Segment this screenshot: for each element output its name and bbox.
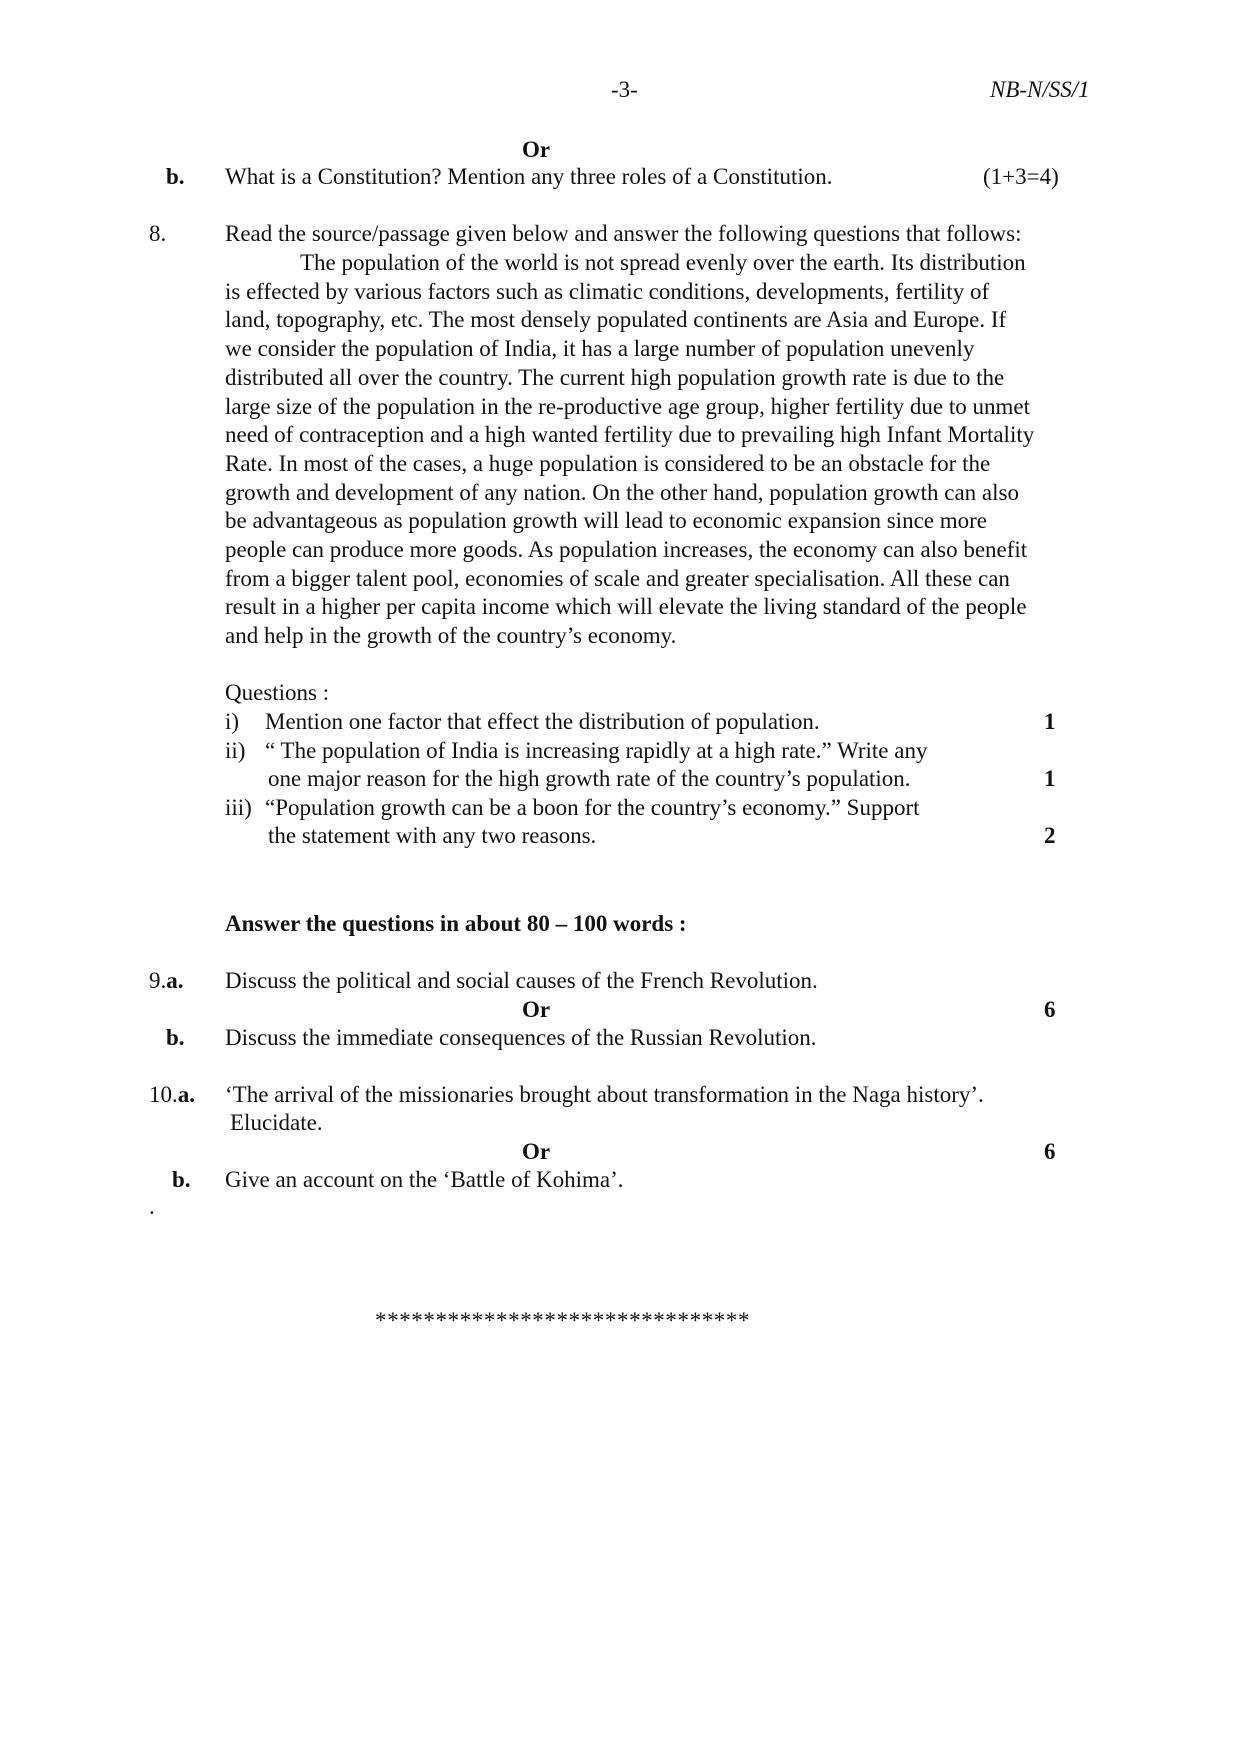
passage-instruction: Read the source/passage given below and answer the following questions that follows: [225,221,1022,246]
source-passage [225,249,1105,651]
passage-line: distributed all over the country. The current high population growth rate is due to the [225,364,1005,390]
question-marks: (1+3=4) [983,164,1059,189]
end-of-paper-marker: ******************************* [375,1308,751,1333]
passage-line: growth and development of any nation. On the other hand, population growth can also [225,479,1019,505]
question-text: ‘The arrival of the missionaries brought about transformation in the Naga history’. [225,1082,984,1107]
subquestion-text: “Population growth can be a boon for the country’s economy.” Support [265,795,920,820]
or-divider: Or [522,137,551,162]
question-label: b. [166,1025,185,1050]
passage-line: need of contraception and a high wanted fertility due to prevailing high Infant Mortality [225,422,1035,448]
page-number: -3- [611,77,638,102]
question-label: a. [166,968,184,993]
question-number: 8. [149,221,167,246]
passage-line: result in a higher per capita income which will elevate the living standard of the people [225,594,1027,620]
questions-heading: Questions : [225,680,330,705]
question-number-text: 9. [149,968,167,993]
question-number-text: 10. [149,1082,178,1107]
or-divider: Or [522,997,551,1022]
passage-line: we consider the population of India, it has a large number of population unevenly [225,336,975,362]
passage-line: be advantageous as population growth will lead to economic expansion since more [225,508,987,534]
question-label: b. [172,1167,191,1192]
section-heading: Answer the questions in about 80 – 100 words : [225,911,687,936]
question-text: What is a Constitution? Mention any three roles of a Constitution. [225,164,833,189]
passage-line: from a bigger talent pool, economies of scale and greater specialisation. All these can [225,565,1010,591]
passage-line: is effected by various factors such as climatic conditions, developments, fertility of [225,278,990,304]
subquestion-text: one major reason for the high growth rate of the country’s population. [268,766,911,791]
passage-line: people can produce more goods. As population increases, the economy can also benefit [225,537,1028,563]
paper-code: NB-N/SS/1 [990,77,1090,102]
question-marks: 6 [1044,1139,1056,1164]
question-marks: 6 [1044,997,1056,1022]
subquestion-marks: 1 [1044,709,1056,734]
passage-line: Rate. In most of the cases, a huge population is considered to be an obstacle for the [225,450,991,476]
subquestion-label: ii) [225,738,246,763]
question-label: a. [177,1082,195,1107]
question-text: Elucidate. [230,1110,323,1135]
subquestion-label: i) [225,709,240,734]
passage-line: land, topography, etc. The most densely populated continents are Asia and Europe. If [225,307,1007,333]
passage-line: The population of the world is not spread evenly over the earth. Its distribution [300,250,1026,275]
question-text: Discuss the immediate consequences of the Russian Revolution. [225,1025,817,1050]
passage-line: large size of the population in the re-productive age group, higher fertility due to unmet [225,393,1030,419]
subquestion-text: the statement with any two reasons. [268,823,597,848]
question-text: Give an account on the ‘Battle of Kohima’. [225,1167,624,1192]
question-number [149,1081,195,1109]
question-text: Discuss the political and social causes of the French Revolution. [225,968,818,993]
subquestion-text: “ The population of India is increasing rapidly at a high rate.” Write any [265,738,928,763]
or-divider: Or [522,1139,551,1164]
subquestion-marks: 1 [1044,766,1056,791]
question-number [149,967,184,995]
subquestion-label: iii) [225,795,252,820]
stray-mark: . [149,1194,155,1219]
question-label: b. [166,164,185,189]
passage-line: and help in the growth of the country’s economy. [225,623,677,649]
subquestion-text: Mention one factor that effect the distribution of population. [265,709,820,734]
subquestion-marks: 2 [1044,823,1056,848]
